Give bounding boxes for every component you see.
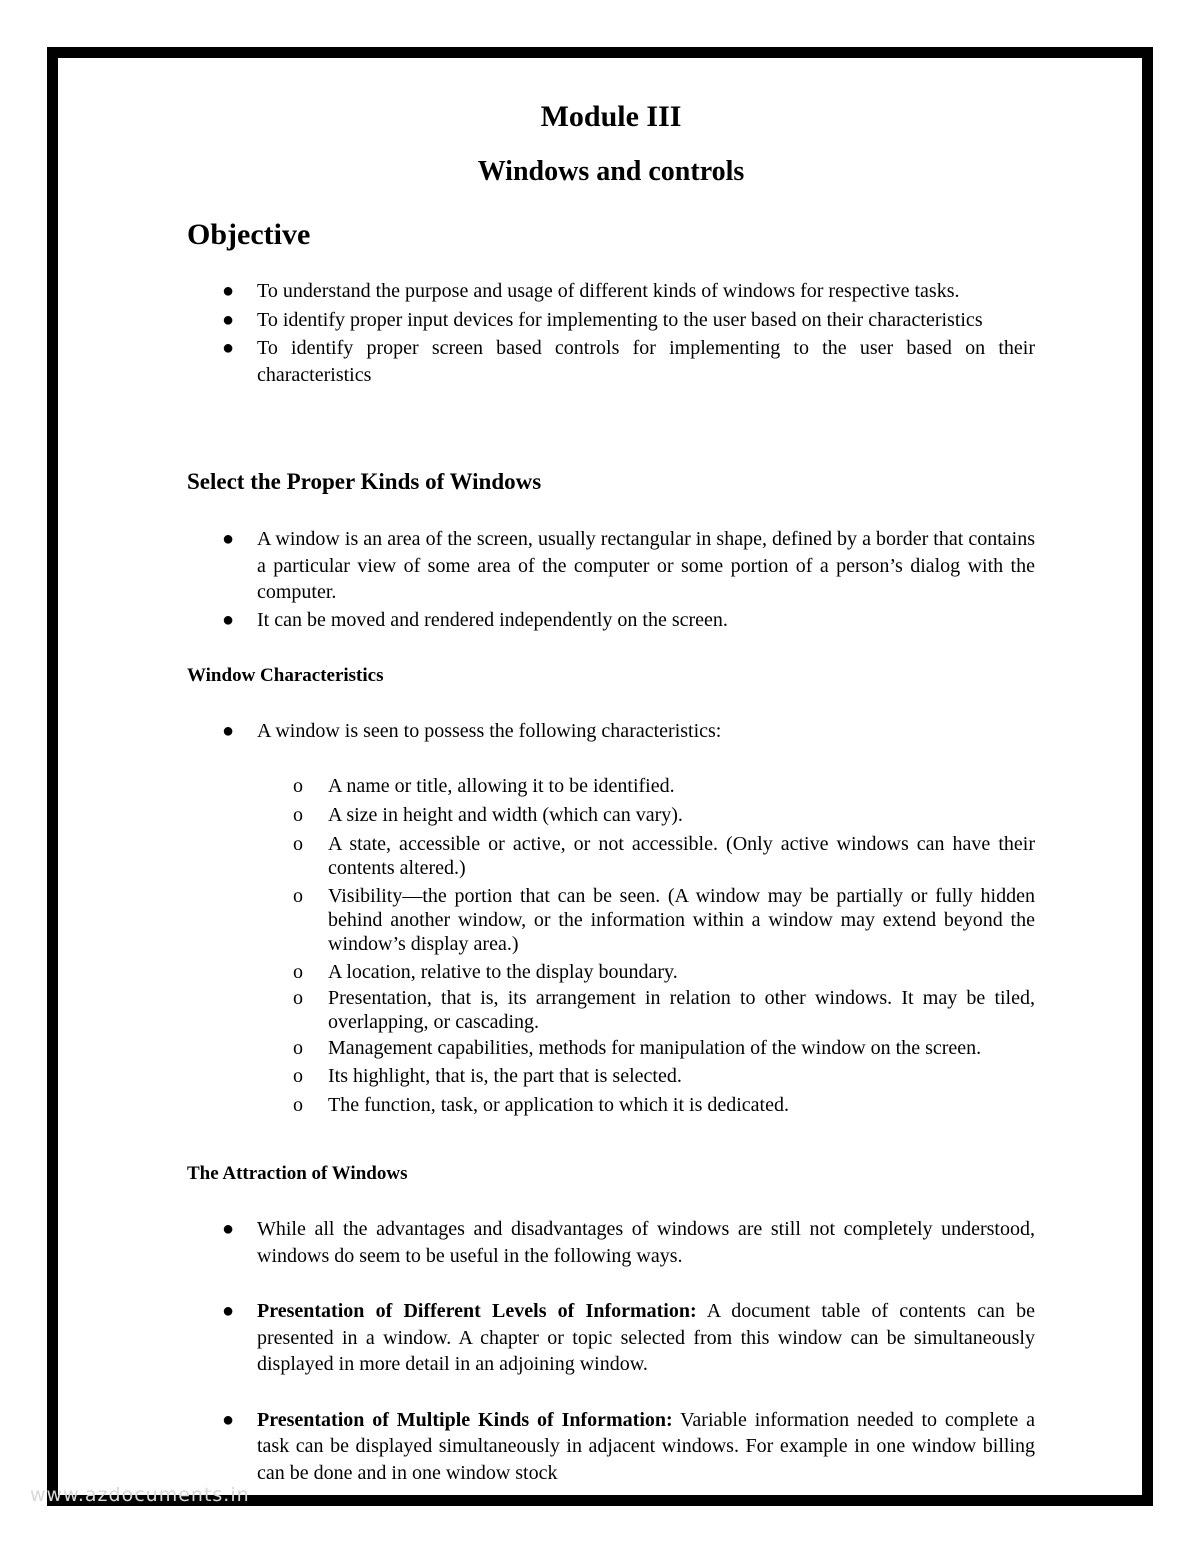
select-windows-list bbox=[187, 526, 1035, 633]
watermark: www.azdocuments.in bbox=[30, 1484, 250, 1506]
select-windows-heading: Select the Proper Kinds of Windows bbox=[187, 469, 542, 494]
list-item: ● To identify proper input devices for implementing to the user based on their characteristics bbox=[187, 307, 1035, 334]
list-item: ● A window is an area of the screen, usually rectangular in shape, defined by a border that contains a particular view of some area of the computer or some portion of a person’s dialog with the computer. bbox=[222, 528, 1035, 603]
characteristics-sublist bbox=[187, 774, 1035, 1117]
list-item: ● Presentation of Different Levels of Information: A document table of contents can be presented in a window. A chapter or topic selected from this window can be simultaneously displayed in more detail in an adjoining window. bbox=[222, 1300, 1035, 1375]
bullet-icon: ● bbox=[222, 720, 235, 742]
bullet-icon: ● bbox=[222, 1218, 235, 1240]
bullet-icon: ● bbox=[222, 1408, 235, 1431]
objective-heading: Objective bbox=[187, 218, 311, 251]
bullet-icon: ● bbox=[222, 337, 235, 359]
list-item: o A name or title, allowing it to be identified. bbox=[293, 775, 675, 797]
characteristics-intro-list bbox=[187, 718, 1035, 745]
list-item: o Visibility—the portion that can be seen. (A window may be partially or fully hidden behind another window, or the information within a window may extend beyond the window’s display area.) bbox=[293, 885, 1035, 955]
list-item: o Management capabilities, methods for manipulation of the window on the screen. bbox=[293, 1037, 982, 1059]
list-item: o Presentation, that is, its arrangement in relation to other windows. It may be tiled, overlapping, or cascading. bbox=[293, 987, 1035, 1033]
list-item: o Its highlight, that is, the part that is selected. bbox=[293, 1065, 682, 1087]
list-item: o A state, accessible or active, or not accessible. (Only active windows can have their contents altered.) bbox=[293, 833, 1035, 879]
list-item: ● It can be moved and rendered independently on the screen. bbox=[187, 607, 1035, 634]
page-border bbox=[47, 47, 1153, 1506]
bullet-icon: ● bbox=[222, 528, 235, 550]
list-item: o The function, task, or application to which it is dedicated. bbox=[293, 1094, 789, 1116]
list-item: ● While all the advantages and disadvantages of windows are still not completely understood, windows do seem to be useful in the following ways. bbox=[222, 1218, 1035, 1267]
list-item: o A size in height and width (which can vary). bbox=[293, 804, 683, 826]
module-subtitle: Windows and controls bbox=[477, 156, 745, 187]
list-item: ● To identify proper screen based controls for implementing to the user based on their characteristics bbox=[222, 337, 1035, 386]
bullet-icon: ● bbox=[222, 280, 235, 302]
list-item: ● Presentation of Multiple Kinds of Information: Variable information needed to complete a task can be displayed simultaneously in adjacent windows. For example in one window billing can be done and in one window stock bbox=[222, 1408, 1035, 1484]
list-item: o A location, relative to the display boundary. bbox=[293, 961, 678, 983]
window-characteristics-heading: Window Characteristics bbox=[187, 665, 384, 686]
bullet-icon: ● bbox=[222, 608, 235, 631]
objective-list bbox=[187, 278, 1035, 388]
attraction-list bbox=[187, 1216, 1035, 1486]
list-item: ● A window is seen to possess the following characteristics: bbox=[187, 718, 1035, 745]
module-title: Module III bbox=[540, 100, 682, 133]
list-item: ● To understand the purpose and usage of different kinds of windows for respective tasks. bbox=[187, 278, 1035, 305]
bullet-icon: ● bbox=[222, 308, 235, 331]
attraction-heading: The Attraction of Windows bbox=[187, 1163, 408, 1184]
bullet-icon: ● bbox=[222, 1300, 235, 1322]
